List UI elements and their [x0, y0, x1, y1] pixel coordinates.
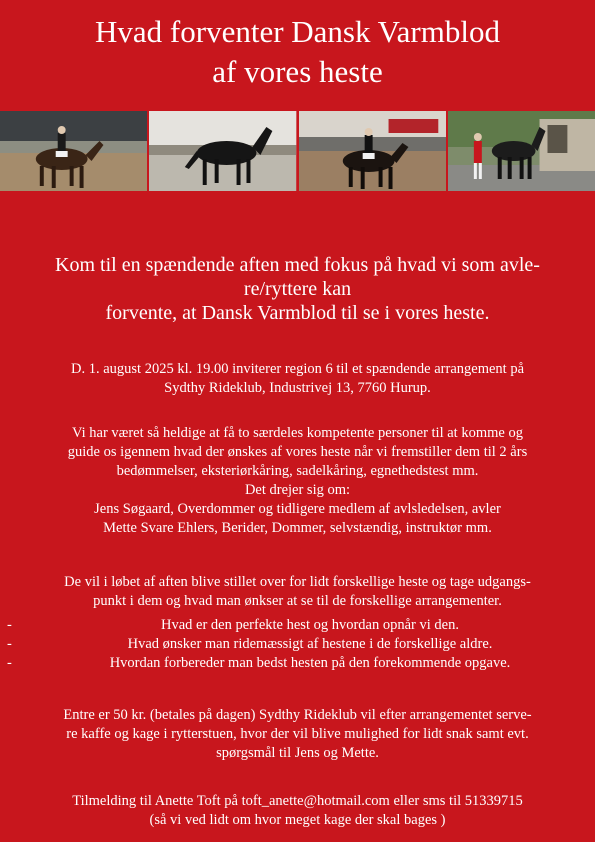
bullet-text: Hvad er den perfekte hest og hvordan opnår vi den.: [161, 617, 459, 633]
speakers-paragraph: [8, 424, 587, 538]
paragraph-line: Det drejer sig om:: [244, 482, 351, 498]
lead-line-3: forvente, at Dansk Varmblod til se i vores heste.: [105, 302, 490, 324]
speaker-jens: Jens Søgaard, Overdommer og tidligere medlem af avlsledelsen, avler: [94, 501, 501, 517]
paragraph-line: Vi har været så heldige at få to særdeles kompetente personer til at komme og: [72, 425, 523, 441]
registration-contact: Tilmelding til Anette Toft på toft_anette@hotmail.com eller sms til 51339715: [72, 793, 523, 809]
bullet-dash: -: [7, 655, 12, 671]
paragraph-line: re kaffe og kage i rytterstuen, hvor der vil blive mulighed for lidt snak samt evt.: [66, 726, 529, 742]
dressage-rider-photo: [0, 111, 147, 191]
topic-list: [0, 616, 595, 673]
paragraph-line: Sydthy Rideklub, Industrivej 13, 7760 Hurup.: [164, 380, 431, 396]
speaker-mette: Mette Svare Ehlers, Berider, Dommer, selvstændig, instruktør mm.: [103, 520, 492, 536]
horse-trailer-photo: [448, 111, 595, 191]
page-title: [0, 12, 595, 92]
lead-heading: [8, 253, 587, 325]
title-line-1: Hvad forventer Dansk Varmblod: [95, 14, 500, 49]
dressage-arena-photo: [299, 111, 446, 191]
list-item: [0, 654, 595, 673]
bullet-dash: -: [7, 617, 12, 633]
paragraph-line: bedømmelser, eksteriørkåring, sadelkåring, egnethedstest mm.: [116, 463, 479, 479]
bullet-text: Hvad ønsker man ridemæssigt af hestene i de forskellige aldre.: [127, 636, 493, 652]
bullet-text: Hvordan forbereder man bedst hesten på den forekommende opgave.: [109, 655, 511, 671]
paragraph-line: guide os igennem hvad der ønskes af vores heste når vi fremstiller dem til 2 års: [67, 444, 528, 460]
title-line-2: af vores heste: [212, 54, 383, 89]
list-item: [0, 635, 595, 654]
black-horse-show-photo: [149, 111, 296, 191]
registration-paragraph: [8, 792, 587, 830]
paragraph-line: Entre er 50 kr. (betales på dagen) Sydthy Rideklub vil efter arrangementet serve-: [63, 707, 532, 723]
entry-fee-paragraph: [8, 706, 587, 763]
paragraph-line: D. 1. august 2025 kl. 19.00 inviterer region 6 til et spændende arrangement på: [70, 361, 525, 377]
paragraph-line: spørgsmål til Jens og Mette.: [216, 745, 379, 761]
paragraph-line: (så vi ved lidt om hvor meget kage der skal bages ): [149, 812, 446, 828]
paragraph-line: De vil i løbet af aften blive stillet over for lidt forskellige heste og tage udgangs-: [64, 574, 531, 590]
lead-line-1: Kom til en spændende aften med fokus på hvad vi som avle-: [55, 254, 540, 276]
photo-strip: [0, 111, 595, 191]
bullet-dash: -: [7, 636, 12, 652]
list-item: [0, 616, 595, 635]
program-paragraph: [8, 573, 587, 611]
paragraph-line: punkt i dem og hvad man ønkser at se til de forskellige arrangementer.: [93, 593, 502, 609]
event-date-paragraph: [8, 360, 587, 398]
lead-line-2: re/ryttere kan: [243, 278, 352, 300]
